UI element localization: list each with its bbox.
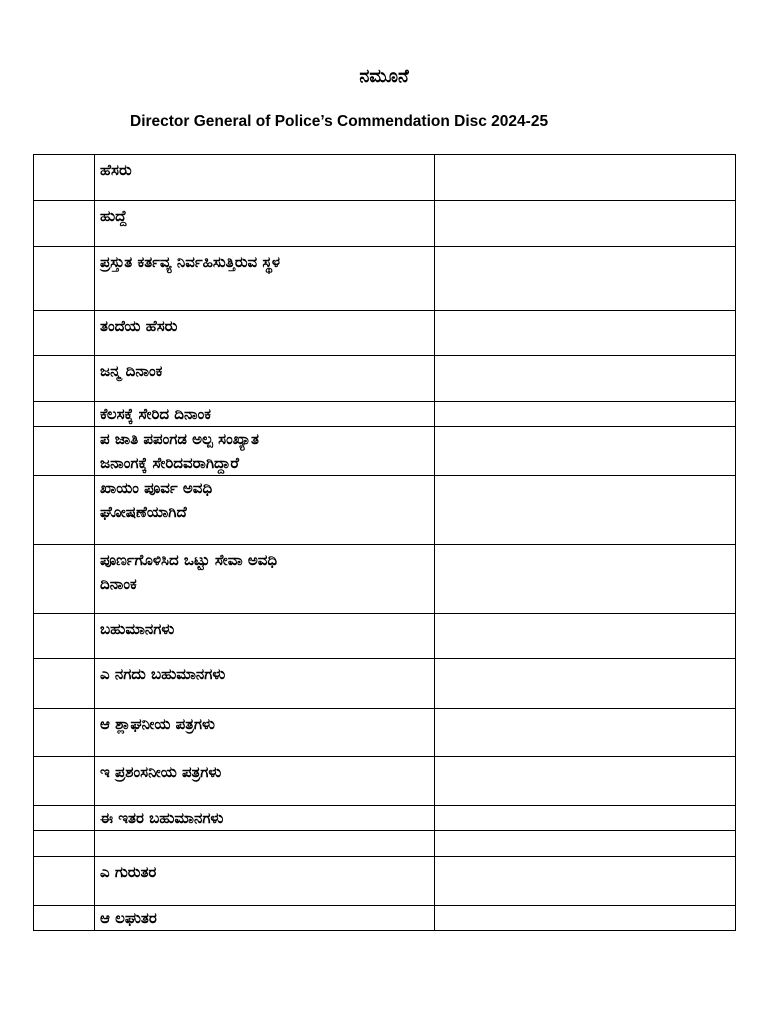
- form-row: [34, 614, 736, 659]
- form-row: [34, 757, 736, 806]
- field-label-major: ಎ ಗುರುತರ: [100, 863, 157, 881]
- label-cell: [95, 476, 435, 545]
- label-cell: [95, 402, 435, 427]
- form-row: [34, 201, 736, 247]
- value-cell-total-service[interactable]: [435, 545, 736, 614]
- form-row: [34, 311, 736, 356]
- label-cell: [95, 806, 435, 831]
- form-subtitle: Director General of Police’s Commendation Disc 2024-25: [130, 113, 549, 130]
- value-cell-date-of-joining[interactable]: [435, 402, 736, 427]
- label-cell: [95, 659, 435, 709]
- form-row: [34, 659, 736, 709]
- value-cell-other-rewards[interactable]: [435, 806, 736, 831]
- value-cell-date-of-birth[interactable]: [435, 356, 736, 402]
- label-cell: [95, 427, 435, 476]
- field-label-minor: ಆ ಲಘುತರ: [100, 909, 157, 927]
- serial-cell: [34, 545, 95, 614]
- field-label-blank: [95, 831, 434, 834]
- form-row: [34, 806, 736, 831]
- form-heading: ನಮೂನೆ: [359, 66, 409, 87]
- form-row: [34, 247, 736, 311]
- value-cell-current-posting[interactable]: [435, 247, 736, 311]
- form-row: [34, 476, 736, 545]
- field-label-other-rewards: ಈ ಇತರ ಬಹುಮಾನಗಳು: [100, 809, 224, 827]
- field-label-designation: ಹುದ್ದೆ: [100, 207, 127, 225]
- value-cell-cash-rewards[interactable]: [435, 659, 736, 709]
- serial-cell: [34, 201, 95, 247]
- serial-cell: [34, 476, 95, 545]
- value-cell-rewards[interactable]: [435, 614, 736, 659]
- value-cell-blank[interactable]: [435, 831, 736, 857]
- serial-cell: [34, 857, 95, 906]
- value-cell-appreciation-letters[interactable]: [435, 709, 736, 757]
- field-label-date-of-joining: ಕೆಲಸಕ್ಕೆ ಸೇರಿದ ದಿನಾಂಕ: [100, 405, 211, 423]
- field-label-probation-declared: ಖಾಯಂ ಪೂರ್ವ ಅವಧಿ ಘೋಷಣೆಯಾಗಿದೆ: [100, 479, 213, 521]
- value-cell-major[interactable]: [435, 857, 736, 906]
- label-cell: [95, 614, 435, 659]
- serial-cell: [34, 402, 95, 427]
- value-cell-commendation-letters[interactable]: [435, 757, 736, 806]
- form-row: [34, 906, 736, 931]
- serial-cell: [34, 831, 95, 857]
- label-cell: [95, 311, 435, 356]
- form-row: [34, 402, 736, 427]
- field-label-current-posting: ಪ್ರಸ್ತುತ ಕರ್ತವ್ಯ ನಿರ್ವಹಿಸುತ್ತಿರುವ ಸ್ಥಳ: [100, 253, 281, 271]
- field-label-total-service: ಪೂರ್ಣಗೊಳಿಸಿದ ಒಟ್ಟು ಸೇವಾ ಅವಧಿ ದಿನಾಂಕ: [100, 551, 278, 593]
- label-cell: [95, 545, 435, 614]
- form-row: [34, 545, 736, 614]
- field-label-commendation-letters: ಇ ಪ್ರಶಂಸನೀಯ ಪತ್ರಗಳು: [100, 763, 222, 781]
- label-cell: [95, 857, 435, 906]
- label-cell: [95, 247, 435, 311]
- label-cell: [95, 709, 435, 757]
- field-label-date-of-birth: ಜನ್ಮ ದಿನಾಂಕ: [100, 362, 163, 380]
- label-cell: [95, 356, 435, 402]
- serial-cell: [34, 906, 95, 931]
- serial-cell: [34, 806, 95, 831]
- serial-cell: [34, 427, 95, 476]
- value-cell-probation-declared[interactable]: [435, 476, 736, 545]
- field-label-rewards: ಬಹುಮಾನಗಳು: [100, 620, 175, 638]
- form-row: [34, 427, 736, 476]
- serial-cell: [34, 155, 95, 201]
- label-cell: [95, 906, 435, 931]
- serial-cell: [34, 247, 95, 311]
- serial-cell: [34, 709, 95, 757]
- field-label-father-name: ತಂದೆಯ ಹೆಸರು: [100, 317, 178, 335]
- label-cell: [95, 155, 435, 201]
- serial-cell: [34, 356, 95, 402]
- form-row: [34, 356, 736, 402]
- form-row: [34, 709, 736, 757]
- details-form-table: [33, 154, 736, 931]
- form-row: [34, 831, 736, 857]
- value-cell-caste-category[interactable]: [435, 427, 736, 476]
- form-row: [34, 155, 736, 201]
- serial-cell: [34, 311, 95, 356]
- field-label-name: ಹೆಸರು: [100, 161, 132, 179]
- field-label-appreciation-letters: ಆ ಶ್ಲಾಘನೀಯ ಪತ್ರಗಳು: [100, 715, 215, 733]
- serial-cell: [34, 659, 95, 709]
- serial-cell: [34, 757, 95, 806]
- form-row: [34, 857, 736, 906]
- serial-cell: [34, 614, 95, 659]
- value-cell-minor[interactable]: [435, 906, 736, 931]
- field-label-caste-category: ಪ ಜಾತಿ ಪಪಂಗಡ ಅಲ್ಪ ಸಂಖ್ಯಾತ ಜನಾಂಗಕ್ಕೆ ಸೇರಿದವರಾಗಿದ್ದಾರೆ: [100, 430, 259, 472]
- label-cell: [95, 831, 435, 857]
- label-cell: [95, 201, 435, 247]
- value-cell-designation[interactable]: [435, 201, 736, 247]
- value-cell-father-name[interactable]: [435, 311, 736, 356]
- value-cell-name[interactable]: [435, 155, 736, 201]
- field-label-cash-rewards: ಎ ನಗದು ಬಹುಮಾನಗಳು: [100, 665, 226, 683]
- label-cell: [95, 757, 435, 806]
